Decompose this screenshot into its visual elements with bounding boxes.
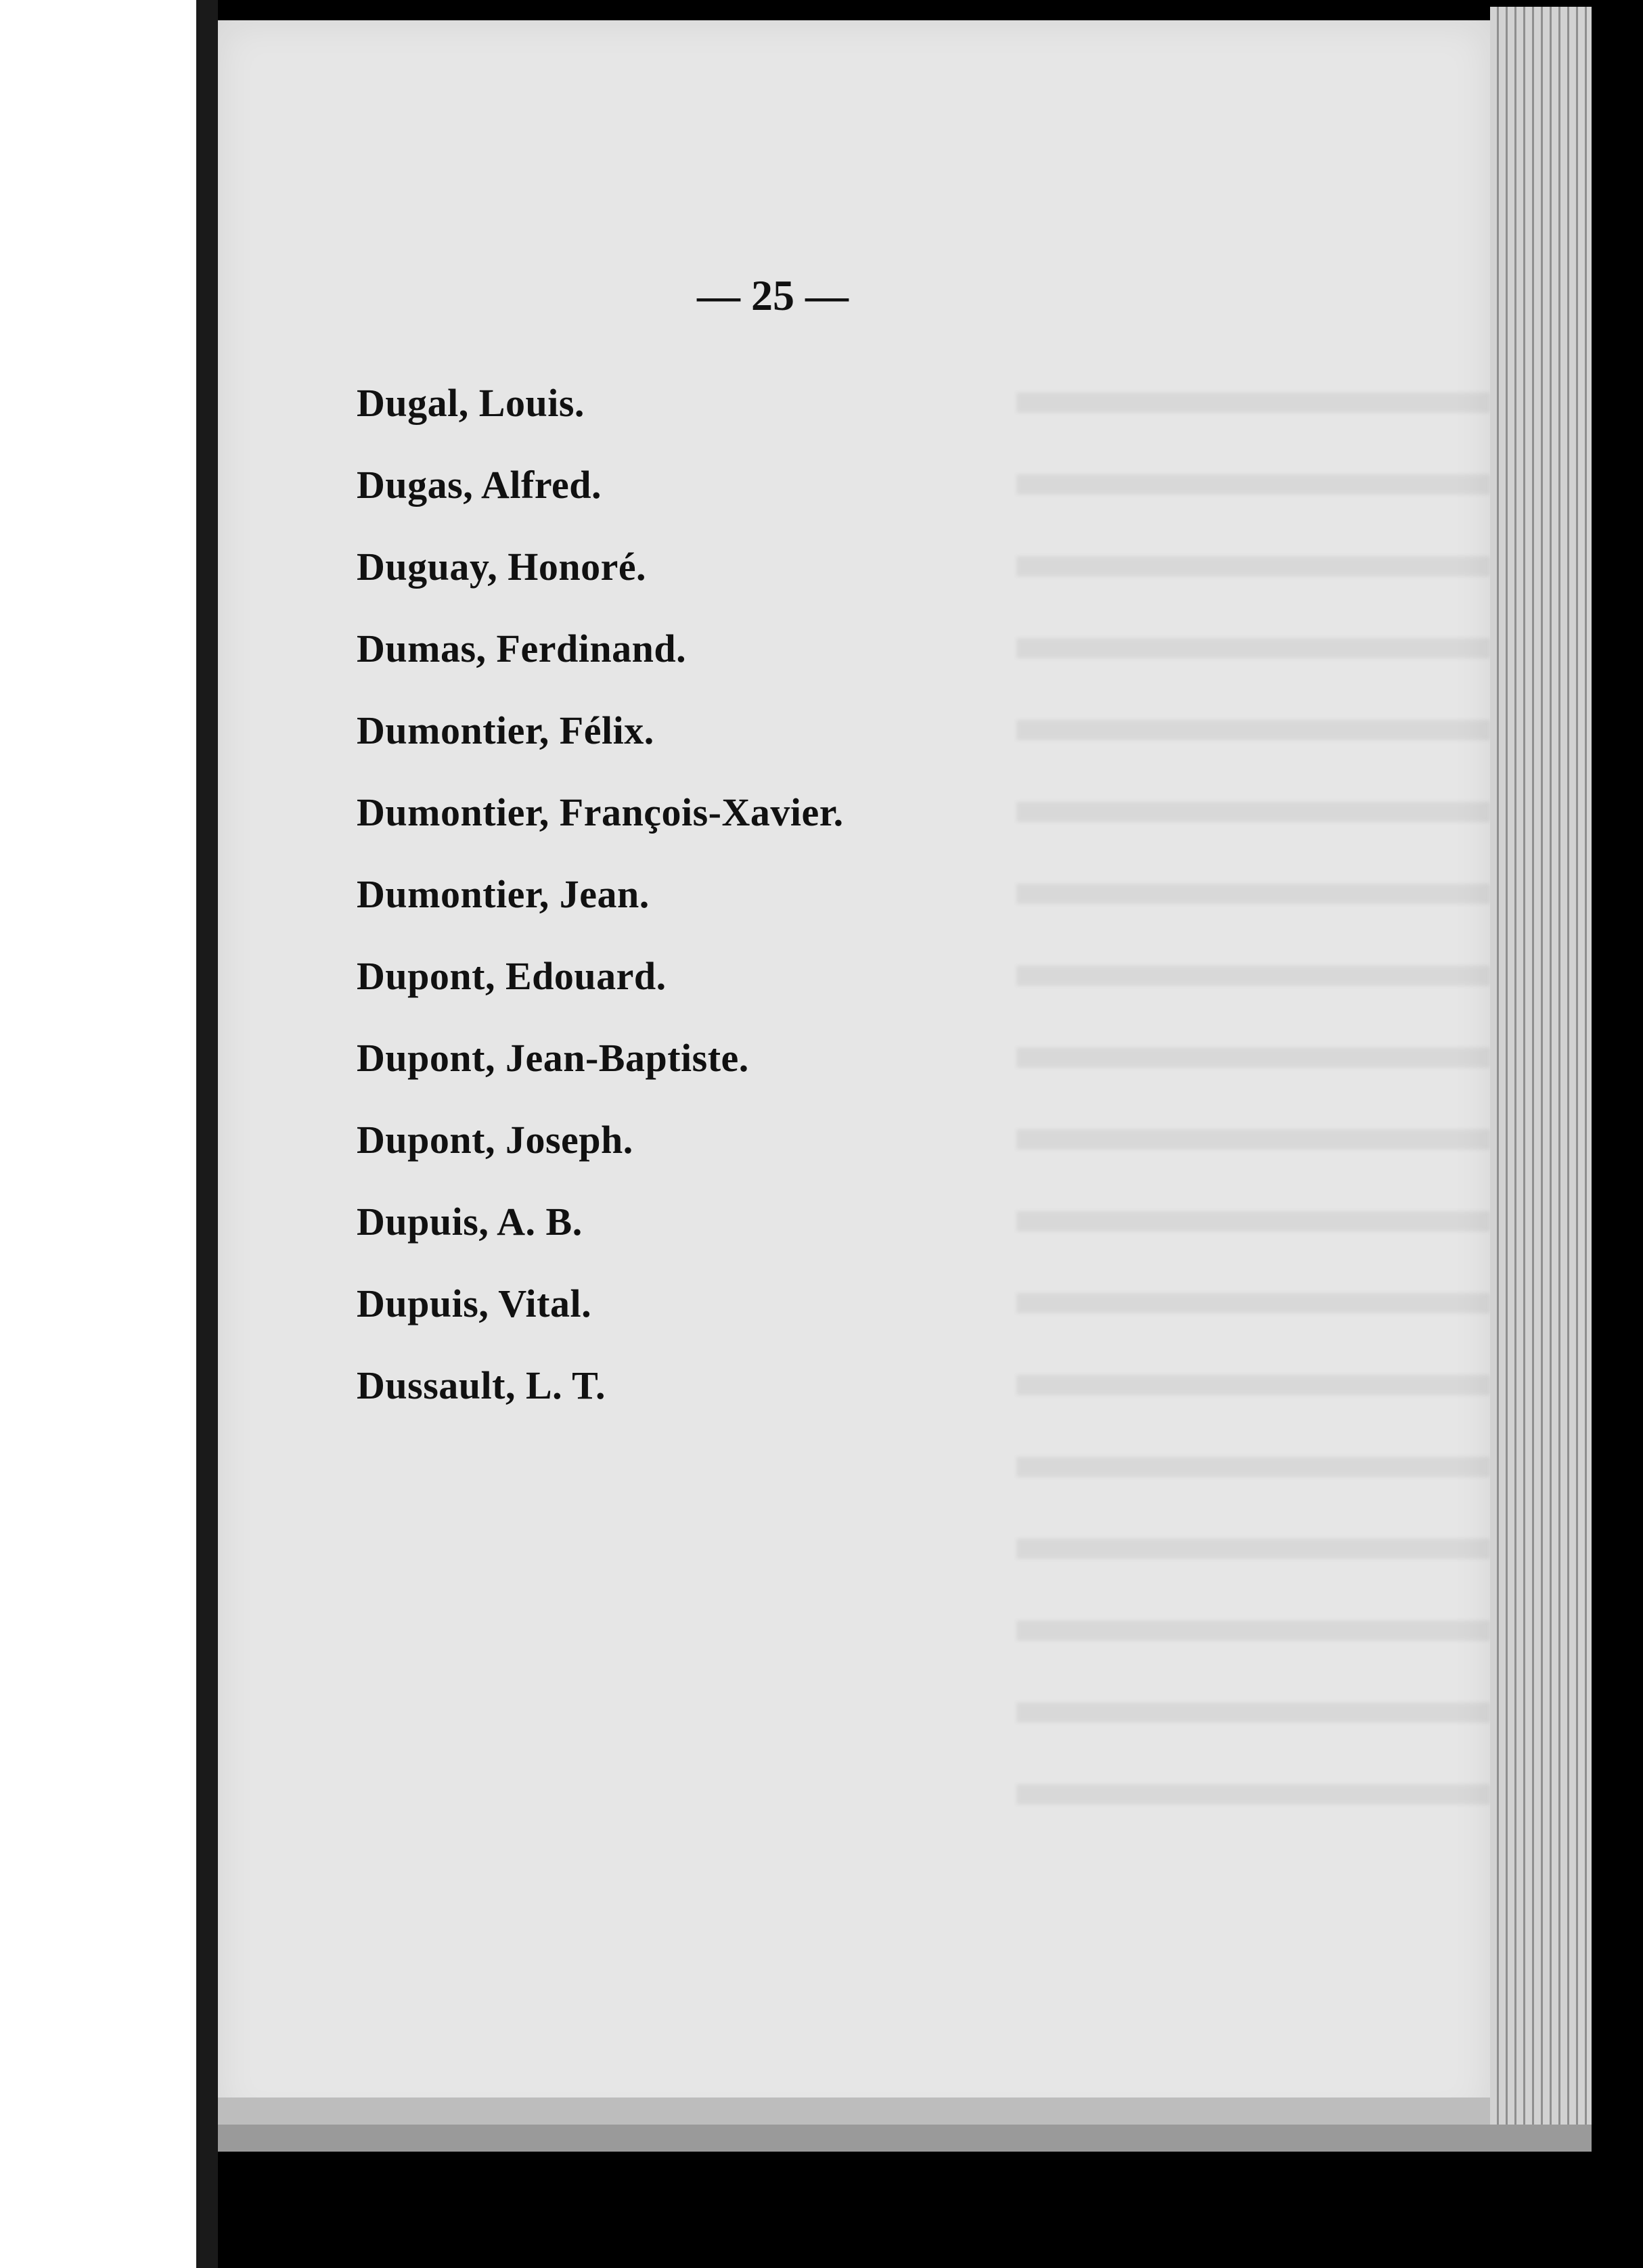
page xyxy=(218,20,1490,2125)
list-item: Dugas, Alfred. xyxy=(357,463,602,507)
list-item: Duguay, Honoré. xyxy=(357,545,647,589)
page-number xyxy=(218,271,1490,321)
list-item: Dupont, Joseph. xyxy=(357,1118,633,1162)
book-gutter xyxy=(196,0,218,2268)
list-item: Dussault, L. T. xyxy=(357,1363,606,1407)
list-item: Dumontier, Félix. xyxy=(357,708,654,752)
left-leaf xyxy=(0,0,196,2268)
list-item: Dupuis, A. B. xyxy=(357,1200,583,1244)
show-through-text xyxy=(1016,345,1490,1834)
name-list xyxy=(357,362,844,1426)
page-bottom-edge xyxy=(218,2097,1490,2125)
list-item: Dupuis, Vital. xyxy=(357,1282,592,1325)
page-edges-bottom xyxy=(218,2125,1592,2152)
scan-border-right xyxy=(1592,0,1643,2268)
list-item: Dumontier, Jean. xyxy=(357,872,650,916)
page-edges-stack xyxy=(1490,7,1592,2145)
page-number-text: — 25 — xyxy=(697,271,849,319)
list-item: Dugal, Louis. xyxy=(357,381,585,425)
list-item: Dupont, Jean-Baptiste. xyxy=(357,1036,749,1080)
list-item: Dumontier, François-Xavier. xyxy=(357,790,844,834)
list-item: Dupont, Edouard. xyxy=(357,954,667,998)
list-item: Dumas, Ferdinand. xyxy=(357,627,687,671)
